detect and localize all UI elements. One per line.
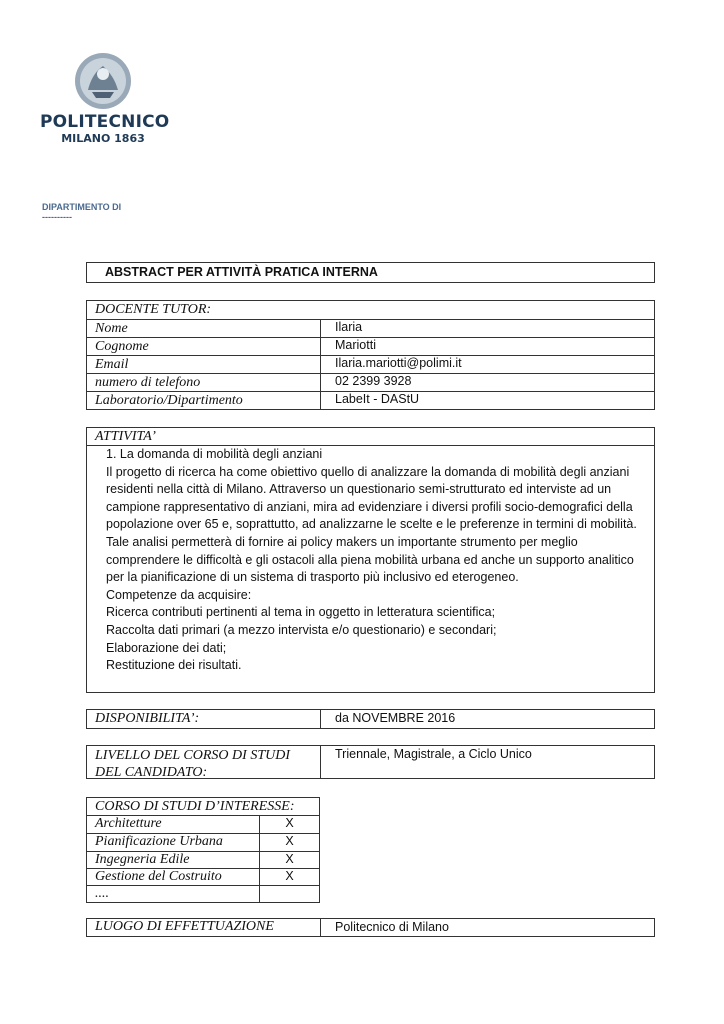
course-label: Gestione del Costruito — [95, 869, 222, 884]
course-table — [86, 797, 320, 903]
course-row — [87, 868, 319, 886]
tutor-row-label: Cognome — [95, 339, 149, 354]
location-row — [86, 918, 655, 937]
tutor-row — [87, 319, 654, 337]
level-row — [86, 745, 655, 779]
document-title: ABSTRACT PER ATTIVITÀ PRATICA INTERNA — [105, 265, 378, 279]
tutor-email-value: Ilaria.mariotti@polimi.it — [335, 356, 462, 370]
politecnico-logo — [40, 50, 170, 150]
activity-heading: ATTIVITA’ — [95, 429, 156, 444]
tutor-row-value: Ilaria — [335, 320, 363, 334]
availability-value: da NOVEMBRE 2016 — [335, 711, 456, 725]
location-label: LUOGO DI EFFETTUAZIONE — [95, 919, 274, 934]
course-label: .... — [95, 886, 109, 901]
tutor-heading: DOCENTE TUTOR: — [95, 302, 212, 317]
tutor-table — [86, 300, 655, 410]
activity-description: Il progetto di ricerca ha come obiettivo quello di analizzare la domanda di mobilità degli anziani residenti nella città di Milano. Attraverso un questionario semi-strutturato ed interviste ad un campione rappresentativo di anziani, mira ad evidenziare i diversi profili socio-demografici della popolazione over 65 e, soprattutto, ad analizzarne le scelte e le preferenze in termini di mobilità. Tale analisi permetterà di fornire ai policy makers un importante strumento per meglio comprendere le difficoltà e gli ostacoli alla piena mobilità urbana ed anche un supporto analitico per la pianificazione di un sistema di trasporto più inclusivo ed eterogeneo. — [106, 464, 637, 585]
course-mark: X — [259, 869, 319, 886]
course-row — [87, 815, 319, 833]
tutor-row-label: numero di telefono — [95, 375, 201, 390]
tutor-row-value: LabeIt - DAStU — [335, 392, 420, 406]
activity-item — [106, 446, 654, 464]
tutor-row-label: Laboratorio/Dipartimento — [95, 393, 243, 408]
course-mark: X — [259, 852, 319, 869]
course-mark — [259, 886, 319, 903]
course-row — [87, 851, 319, 869]
course-mark: X — [259, 816, 319, 833]
competenza-item: Ricerca contributi pertinenti al tema in oggetto in letteratura scientifica; — [106, 605, 496, 620]
availability-label: DISPONIBILITA’: — [95, 711, 200, 726]
activity-body — [87, 445, 654, 675]
competenza-item: Restituzione dei risultati. — [106, 658, 242, 673]
competenza-item: Elaborazione dei dati; — [106, 640, 227, 655]
tutor-phone-value: 02 2399 3928 — [335, 374, 412, 388]
tutor-row — [87, 373, 654, 391]
department-label: DIPARTIMENTO DI — [42, 202, 122, 212]
activity-box — [86, 427, 655, 693]
title-box — [86, 262, 655, 283]
logo-name: POLITECNICO — [40, 112, 170, 132]
tutor-row-label: Nome — [95, 321, 128, 336]
tutor-row-value: Mariotti — [335, 338, 376, 352]
university-seal-icon — [74, 52, 132, 110]
tutor-row — [87, 391, 654, 409]
course-mark: X — [259, 834, 319, 851]
course-label: Pianificazione Urbana — [95, 834, 223, 849]
level-label: LIVELLO DEL CORSO DI STUDI DEL CANDIDATO: — [95, 748, 290, 780]
course-label: Ingegneria Edile — [95, 852, 190, 867]
course-heading: CORSO DI STUDI D’INTERESSE: — [95, 799, 295, 814]
activity-item-title: La domanda di mobilità degli anziani — [119, 447, 323, 461]
competenze-heading: Competenze da acquisire: — [106, 587, 252, 602]
availability-row — [86, 709, 655, 729]
competenza-item: Raccolta dati primari (a mezzo intervista e/o questionario) e secondari; — [106, 622, 497, 637]
tutor-row — [87, 337, 654, 355]
department-value: ---------- — [42, 212, 72, 222]
tutor-row — [87, 355, 654, 373]
course-row — [87, 833, 319, 851]
course-row — [87, 885, 319, 903]
activity-item-number: 1. — [106, 447, 117, 461]
tutor-row-label: Email — [95, 357, 129, 372]
course-label: Architetture — [95, 816, 162, 831]
location-value: Politecnico di Milano — [335, 920, 449, 934]
level-value: Triennale, Magistrale, a Ciclo Unico — [335, 747, 532, 761]
logo-subtitle: MILANO 1863 — [61, 132, 145, 145]
